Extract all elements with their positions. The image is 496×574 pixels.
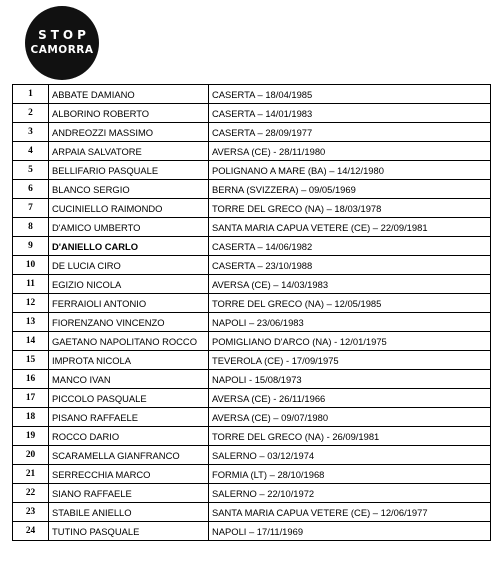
table-row xyxy=(13,142,491,161)
table-row xyxy=(13,389,491,408)
names-table-body xyxy=(13,85,491,541)
row-number: 11 xyxy=(13,275,49,294)
person-name: IMPROTA NICOLA xyxy=(49,351,209,370)
table-row xyxy=(13,218,491,237)
birthplace-date: TEVEROLA (CE) - 17/09/1975 xyxy=(209,351,491,370)
table-row xyxy=(13,294,491,313)
birthplace-date: CASERTA – 28/09/1977 xyxy=(209,123,491,142)
row-number: 3 xyxy=(13,123,49,142)
birthplace-date: CASERTA – 14/06/1982 xyxy=(209,237,491,256)
row-number: 22 xyxy=(13,484,49,503)
row-number: 13 xyxy=(13,313,49,332)
person-name: TUTINO PASQUALE xyxy=(49,522,209,541)
table-row xyxy=(13,427,491,446)
row-number: 4 xyxy=(13,142,49,161)
person-name: BELLIFARIO PASQUALE xyxy=(49,161,209,180)
person-name: SERRECCHIA MARCO xyxy=(49,465,209,484)
person-name: D'ANIELLO CARLO xyxy=(49,237,209,256)
row-number: 6 xyxy=(13,180,49,199)
birthplace-date: BERNA (SVIZZERA) – 09/05/1969 xyxy=(209,180,491,199)
table-row xyxy=(13,237,491,256)
person-name: SIANO RAFFAELE xyxy=(49,484,209,503)
row-number: 9 xyxy=(13,237,49,256)
table-row xyxy=(13,313,491,332)
table-row xyxy=(13,446,491,465)
logo-text-camorra: CAMORRA xyxy=(30,44,94,56)
person-name: GAETANO NAPOLITANO ROCCO xyxy=(49,332,209,351)
birthplace-date: SANTA MARIA CAPUA VETERE (CE) – 22/09/1981 xyxy=(209,218,491,237)
table-row xyxy=(13,256,491,275)
table-row xyxy=(13,484,491,503)
birthplace-date: AVERSA (CE) - 28/11/1980 xyxy=(209,142,491,161)
row-number: 24 xyxy=(13,522,49,541)
table-row xyxy=(13,522,491,541)
person-name: PISANO RAFFAELE xyxy=(49,408,209,427)
table-row xyxy=(13,503,491,522)
birthplace-date: POMIGLIANO D'ARCO (NA) - 12/01/1975 xyxy=(209,332,491,351)
row-number: 20 xyxy=(13,446,49,465)
row-number: 14 xyxy=(13,332,49,351)
table-row xyxy=(13,199,491,218)
row-number: 21 xyxy=(13,465,49,484)
birthplace-date: SANTA MARIA CAPUA VETERE (CE) – 12/06/1977 xyxy=(209,503,491,522)
row-number: 5 xyxy=(13,161,49,180)
table-row xyxy=(13,332,491,351)
birthplace-date: SALERNO – 03/12/1974 xyxy=(209,446,491,465)
person-name: EGIZIO NICOLA xyxy=(49,275,209,294)
row-number: 17 xyxy=(13,389,49,408)
birthplace-date: TORRE DEL GRECO (NA) - 26/09/1981 xyxy=(209,427,491,446)
stop-camorra-logo xyxy=(25,6,99,80)
table-row xyxy=(13,161,491,180)
person-name: DE LUCIA CIRO xyxy=(49,256,209,275)
birthplace-date: TORRE DEL GRECO (NA) – 12/05/1985 xyxy=(209,294,491,313)
person-name: SCARAMELLA GIANFRANCO xyxy=(49,446,209,465)
table-row xyxy=(13,123,491,142)
row-number: 2 xyxy=(13,104,49,123)
table-row xyxy=(13,275,491,294)
table-row xyxy=(13,408,491,427)
table-row xyxy=(13,85,491,104)
row-number: 19 xyxy=(13,427,49,446)
person-name: ANDREOZZI MASSIMO xyxy=(49,123,209,142)
person-name: ABBATE DAMIANO xyxy=(49,85,209,104)
person-name: BLANCO SERGIO xyxy=(49,180,209,199)
birthplace-date: TORRE DEL GRECO (NA) – 18/03/1978 xyxy=(209,199,491,218)
birthplace-date: CASERTA – 14/01/1983 xyxy=(209,104,491,123)
birthplace-date: NAPOLI – 17/11/1969 xyxy=(209,522,491,541)
table-row xyxy=(13,180,491,199)
person-name: ROCCO DARIO xyxy=(49,427,209,446)
table-row xyxy=(13,465,491,484)
row-number: 8 xyxy=(13,218,49,237)
person-name: FIORENZANO VINCENZO xyxy=(49,313,209,332)
row-number: 7 xyxy=(13,199,49,218)
person-name: ALBORINO ROBERTO xyxy=(49,104,209,123)
person-name: ARPAIA SALVATORE xyxy=(49,142,209,161)
person-name: D'AMICO UMBERTO xyxy=(49,218,209,237)
table-row xyxy=(13,351,491,370)
birthplace-date: SALERNO – 22/10/1972 xyxy=(209,484,491,503)
names-table xyxy=(12,84,491,541)
birthplace-date: NAPOLI – 23/06/1983 xyxy=(209,313,491,332)
row-number: 15 xyxy=(13,351,49,370)
birthplace-date: AVERSA (CE) - 26/11/1966 xyxy=(209,389,491,408)
row-number: 16 xyxy=(13,370,49,389)
table-row xyxy=(13,370,491,389)
person-name: STABILE ANIELLO xyxy=(49,503,209,522)
birthplace-date: AVERSA (CE) – 09/07/1980 xyxy=(209,408,491,427)
birthplace-date: AVERSA (CE) – 14/03/1983 xyxy=(209,275,491,294)
row-number: 23 xyxy=(13,503,49,522)
birthplace-date: CASERTA – 23/10/1988 xyxy=(209,256,491,275)
person-name: CUCINIELLO RAIMONDO xyxy=(49,199,209,218)
birthplace-date: POLIGNANO A MARE (BA) – 14/12/1980 xyxy=(209,161,491,180)
row-number: 12 xyxy=(13,294,49,313)
person-name: MANCO IVAN xyxy=(49,370,209,389)
birthplace-date: CASERTA – 18/04/1985 xyxy=(209,85,491,104)
logo-text-stop: STOP xyxy=(38,28,90,42)
birthplace-date: FORMIA (LT) – 28/10/1968 xyxy=(209,465,491,484)
person-name: FERRAIOLI ANTONIO xyxy=(49,294,209,313)
table-row xyxy=(13,104,491,123)
row-number: 1 xyxy=(13,85,49,104)
person-name: PICCOLO PASQUALE xyxy=(49,389,209,408)
row-number: 18 xyxy=(13,408,49,427)
row-number: 10 xyxy=(13,256,49,275)
birthplace-date: NAPOLI - 15/08/1973 xyxy=(209,370,491,389)
